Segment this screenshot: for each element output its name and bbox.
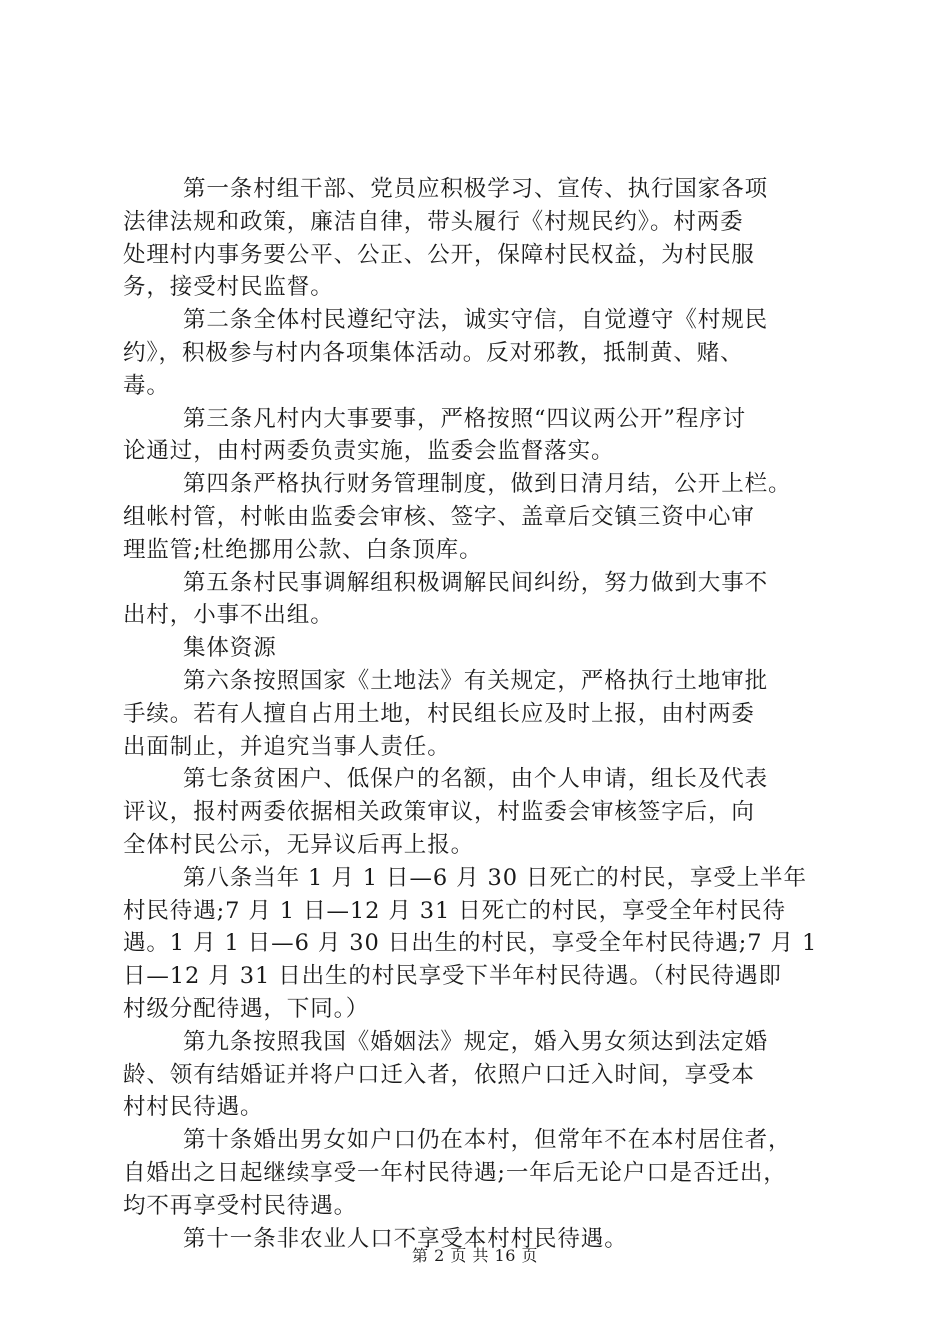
paragraph: [123, 763, 835, 861]
document-body: [123, 173, 835, 1255]
paragraph-line: 龄、领有结婚证并将户口迁入者，依照户口迁入时间，享受本: [123, 1061, 755, 1088]
paragraph: [123, 1026, 835, 1124]
paragraph-line: 法律法规和政策，廉洁自律，带头履行《村规民约》。村两委: [123, 208, 744, 235]
paragraph-line: 组帐村管，村帐由监委会审核、签字、盖章后交镇三资中心审: [123, 503, 755, 530]
paragraph-line: 自婚出之日起继续享受一年村民待遇;一年后无论户口是否迁出，: [123, 1159, 787, 1186]
paragraph-line: 遇。1 月 1 日—6 月 30 日出生的村民，享受全年村民待遇;7 月 1: [123, 930, 818, 957]
paragraph-line: 均不再享受村民待遇。: [123, 1192, 358, 1219]
paragraph: [123, 468, 835, 566]
paragraph-line: 理监管;杜绝挪用公款、白条顶库。: [123, 536, 483, 563]
paragraph-line: 手续。若有人擅自占用土地，村民组长应及时上报，由村两委: [123, 700, 755, 727]
paragraph-line: 第一条村组干部、党员应积极学习、宣传、执行国家各项: [183, 176, 769, 202]
paragraph-line: 第十条婚出男女如户口仍在本村，但常年不在本村居住者，: [183, 1127, 792, 1154]
paragraph-line: 务，接受村民监督。: [123, 274, 334, 301]
paragraph-line: 第四条严格执行财务管理制度，做到日清月结，公开上栏。: [183, 471, 792, 498]
paragraph-line: 村级分配待遇，下同。）: [123, 995, 370, 1022]
paragraph-line: 第五条村民事调解组积极调解民间纠纷，努力做到大事不: [183, 569, 769, 596]
paragraph: [123, 862, 835, 1026]
paragraph-line: 村民待遇;7 月 1 日—12 月 31 日死亡的村民，享受全年村民待: [123, 897, 786, 924]
paragraph-line: 处理村内事务要公平、公正、公开，保障村民权益，为村民服: [123, 241, 755, 268]
paragraph: [123, 173, 835, 304]
paragraph-line: 村村民待遇。: [123, 1094, 264, 1121]
paragraph-line: 第七条贫困户、低保户的名额，由个人申请，组长及代表: [183, 766, 769, 793]
paragraph-line: 毒。: [123, 372, 170, 399]
paragraph-line: 出村，小事不出组。: [123, 602, 334, 629]
paragraph-line: 约》，积极参与村内各项集体活动。反对邪教，抵制黄、赌、: [123, 339, 744, 366]
paragraph: [123, 567, 835, 633]
paragraph-line: 第二条全体村民遵纪守法，诚实守信，自觉遵守《村规民: [183, 307, 769, 334]
paragraph-line: 评议，报村两委依据相关政策审议，村监委会审核签字后，向: [123, 799, 755, 826]
paragraph: [123, 632, 835, 665]
paragraph-line: 出面制止，并追究当事人责任。: [123, 733, 451, 760]
paragraph: [123, 665, 835, 763]
paragraph-line: 论通过，由村两委负责实施，监委会监督落实。: [123, 438, 615, 465]
paragraph: [123, 403, 835, 469]
paragraph-line: 第八条当年 1 月 1 日—6 月 30 日死亡的村民，享受上半年: [183, 864, 807, 891]
paragraph-line: 第九条按照我国《婚姻法》规定，婚入男女须达到法定婚: [183, 1028, 769, 1055]
paragraph-line: 第三条凡村内大事要事，严格按照“四议两公开”程序讨: [183, 405, 747, 432]
page-footer: 第 2 页 共 16 页: [412, 1246, 538, 1265]
paragraph-line: 第十一条非农业人口不享受本村村民待遇。: [183, 1225, 628, 1252]
paragraph-line: 集体资源: [183, 635, 277, 662]
paragraph-line: 全体村民公示，无异议后再上报。: [123, 831, 475, 858]
paragraph-line: 日—12 月 31 日出生的村民享受下半年村民待遇。（村民待遇即: [123, 963, 782, 990]
paragraph: [123, 304, 835, 402]
paragraph-line: 第六条按照国家《土地法》有关规定，严格执行土地审批: [183, 667, 769, 694]
paragraph: [123, 1124, 835, 1222]
